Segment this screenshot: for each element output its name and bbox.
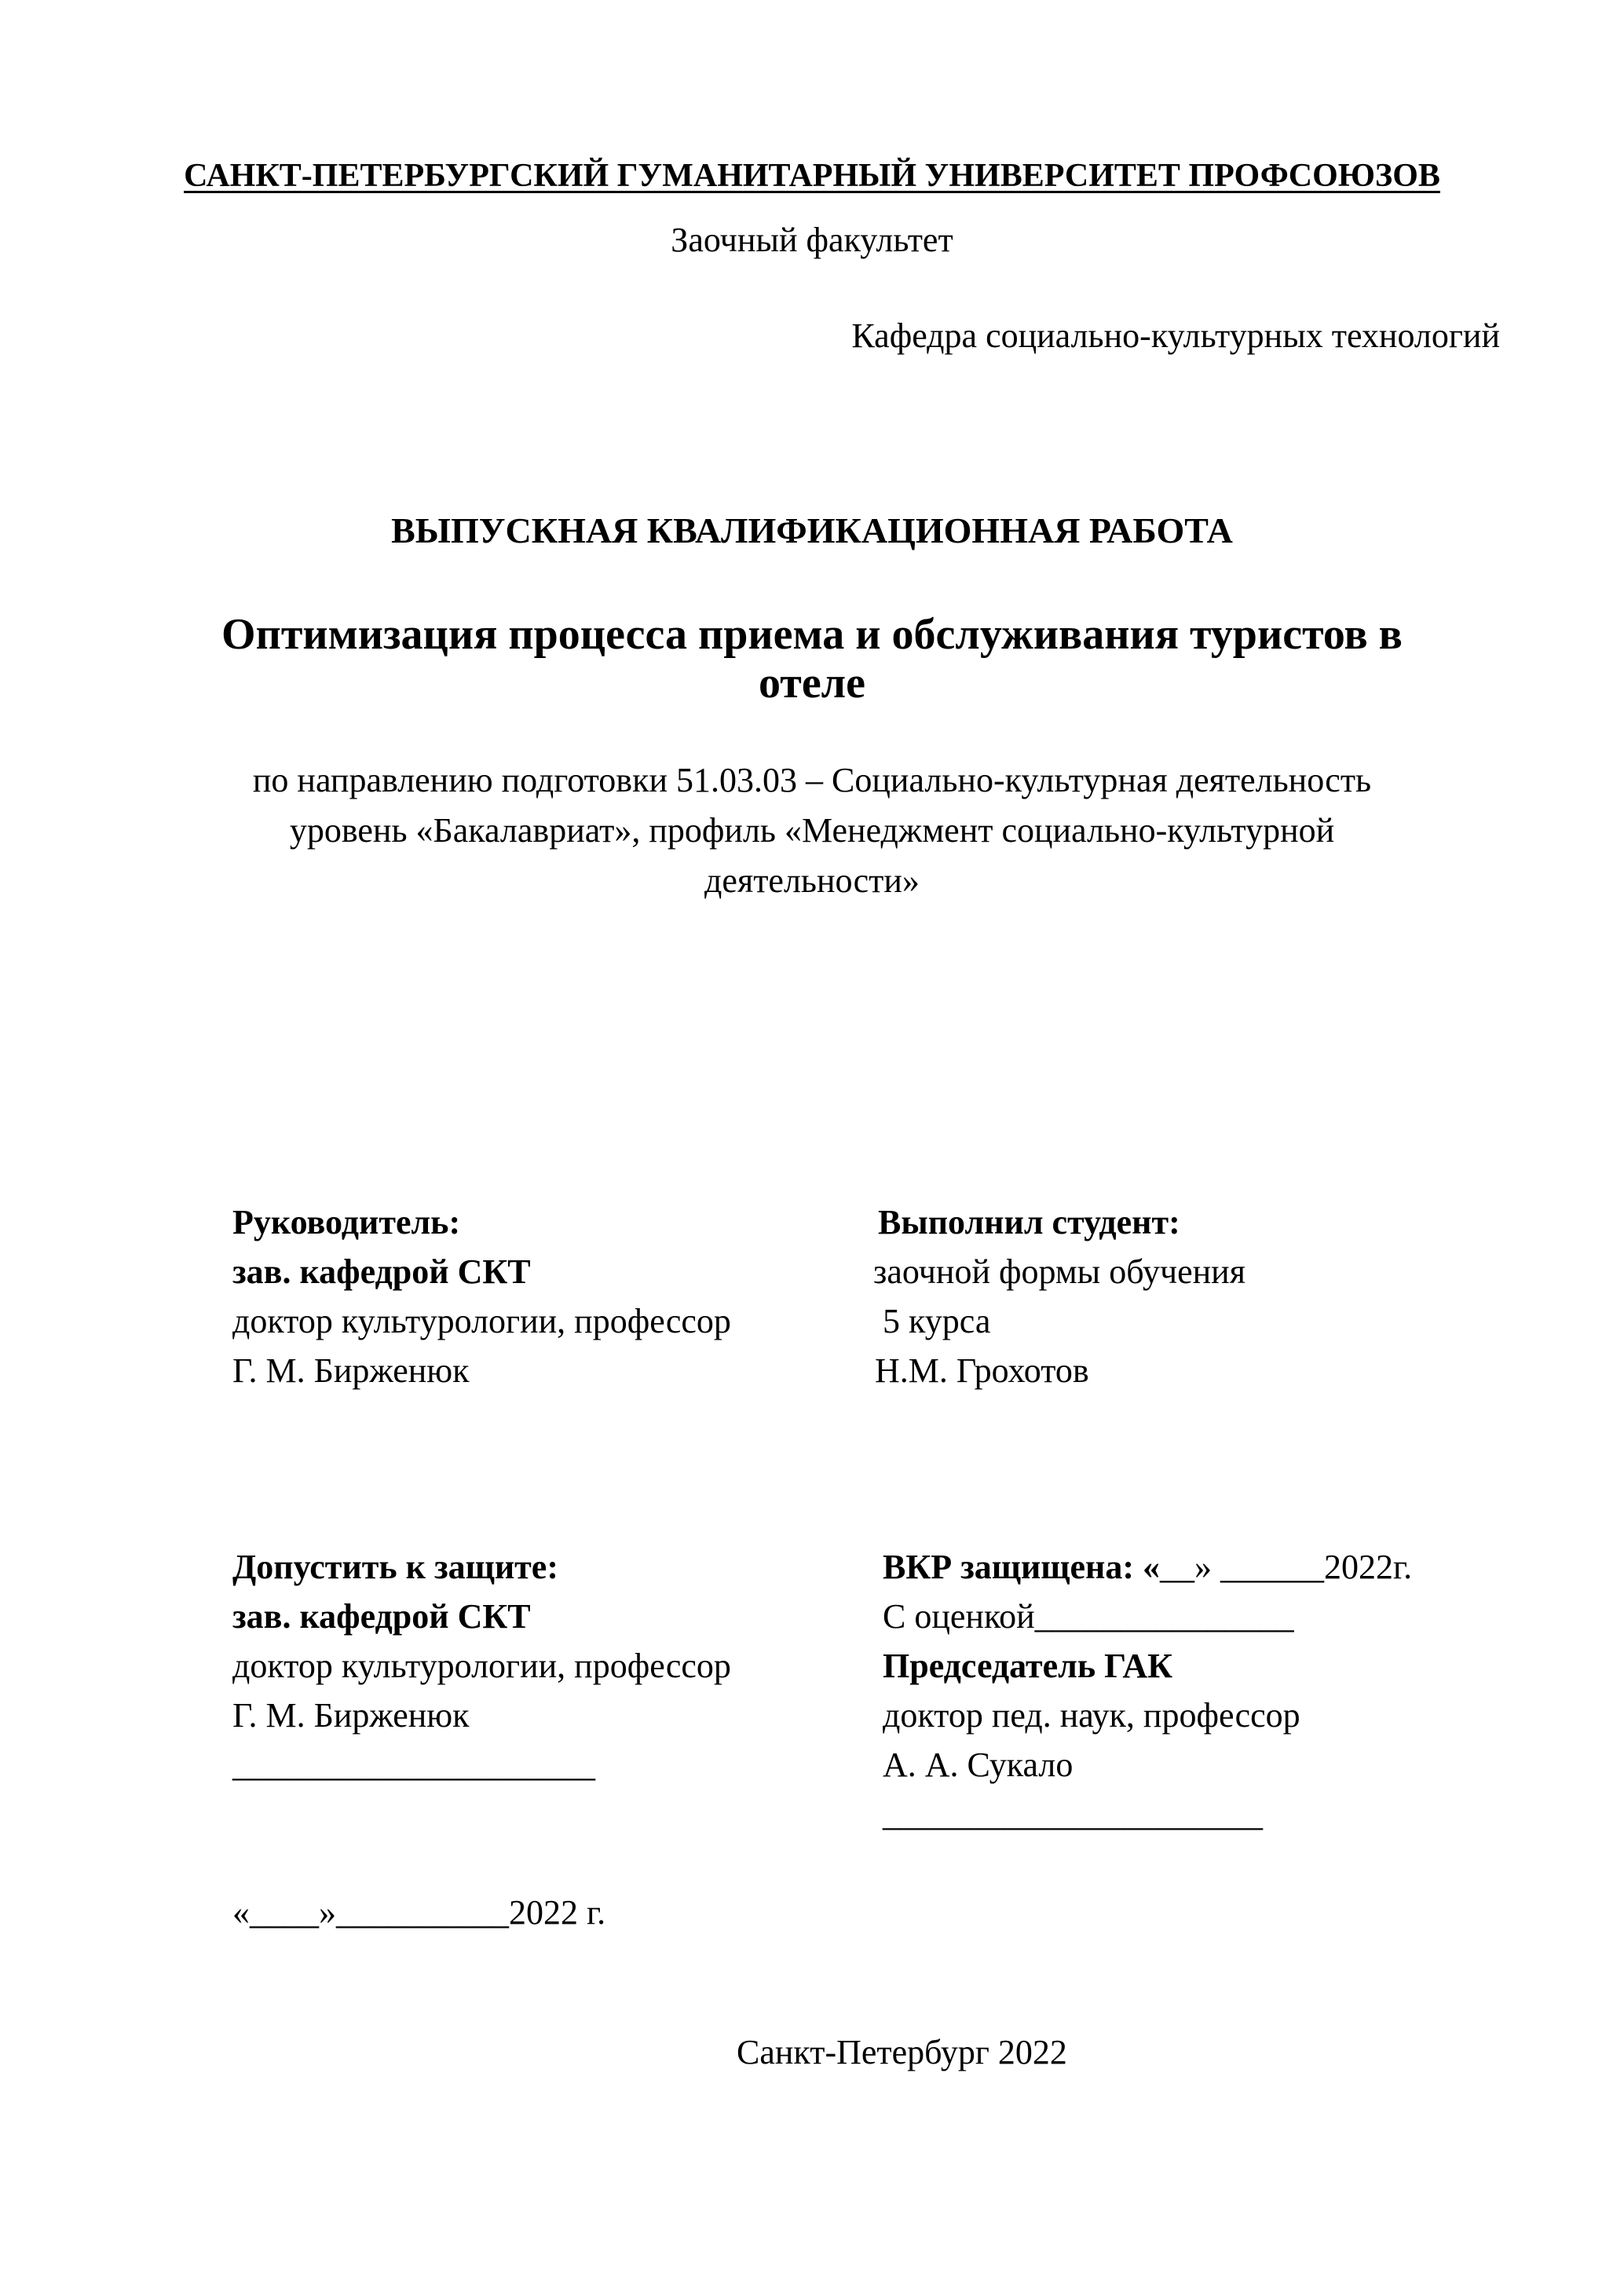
admission-degree: доктор культурологии, профессор [232, 1647, 731, 1685]
gak-chair-degree: доктор пед. наук, профессор [883, 1696, 1300, 1735]
faculty-name: Заочный факультет [671, 221, 953, 259]
admission-position: зав. кафедрой СКТ [232, 1597, 531, 1636]
student-study-form: заочной формы обучения [873, 1252, 1245, 1291]
supervisor-degree: доктор культурологии, профессор [232, 1302, 731, 1340]
university-name: САНКТ-ПЕТЕРБУРГСКИЙ ГУМАНИТАРНЫЙ УНИВЕРСИТЕТ ПРОФСОЮЗОВ [184, 158, 1440, 194]
defense-grade: С оценкой_______________ [883, 1597, 1294, 1636]
supervisor-name: Г. М. Бирженюк [232, 1351, 470, 1390]
department-name: Кафедра социально-культурных технологий [851, 316, 1500, 355]
student-course: 5 курса [883, 1302, 991, 1340]
city-year: Санкт-Петербург 2022 [737, 2033, 1067, 2071]
supervisor-heading: Руководитель: [232, 1203, 461, 1241]
admission-heading: Допустить к защите: [232, 1548, 558, 1586]
defense-heading [883, 1547, 1412, 1588]
topic-title-line-1: Оптимизация процесса приема и обслуживания туристов в [221, 610, 1403, 659]
admission-signature-line: _____________________ [232, 1746, 595, 1784]
direction-line-2: уровень «Бакалавриат», профиль «Менеджмент социально-культурной [289, 811, 1335, 850]
supervisor-position: зав. кафедрой СКТ [232, 1252, 531, 1291]
admission-name: Г. М. Бирженюк [232, 1696, 470, 1735]
student-name: Н.М. Грохотов [875, 1351, 1089, 1390]
gak-chair-name: А. А. Сукало [883, 1746, 1074, 1784]
date-line: «____»__________2022 г. [232, 1893, 606, 1932]
gak-chair-signature-line: ______________________ [883, 1795, 1263, 1834]
direction-line-1: по направлению подготовки 51.03.03 – Социально-культурная деятельность [252, 761, 1372, 799]
student-heading: Выполнил студент: [878, 1203, 1180, 1241]
direction-line-3: деятельности» [704, 861, 920, 900]
topic-title-line-2: отеле [759, 659, 865, 707]
defense-heading-label: ВКР защищена: « [883, 1548, 1160, 1586]
defense-heading-date: __» ______2022г. [1160, 1548, 1413, 1586]
work-type-title: ВЫПУСКНАЯ КВАЛИФИКАЦИОННАЯ РАБОТА [391, 510, 1233, 550]
gak-chair-heading: Председатель ГАК [883, 1647, 1173, 1685]
